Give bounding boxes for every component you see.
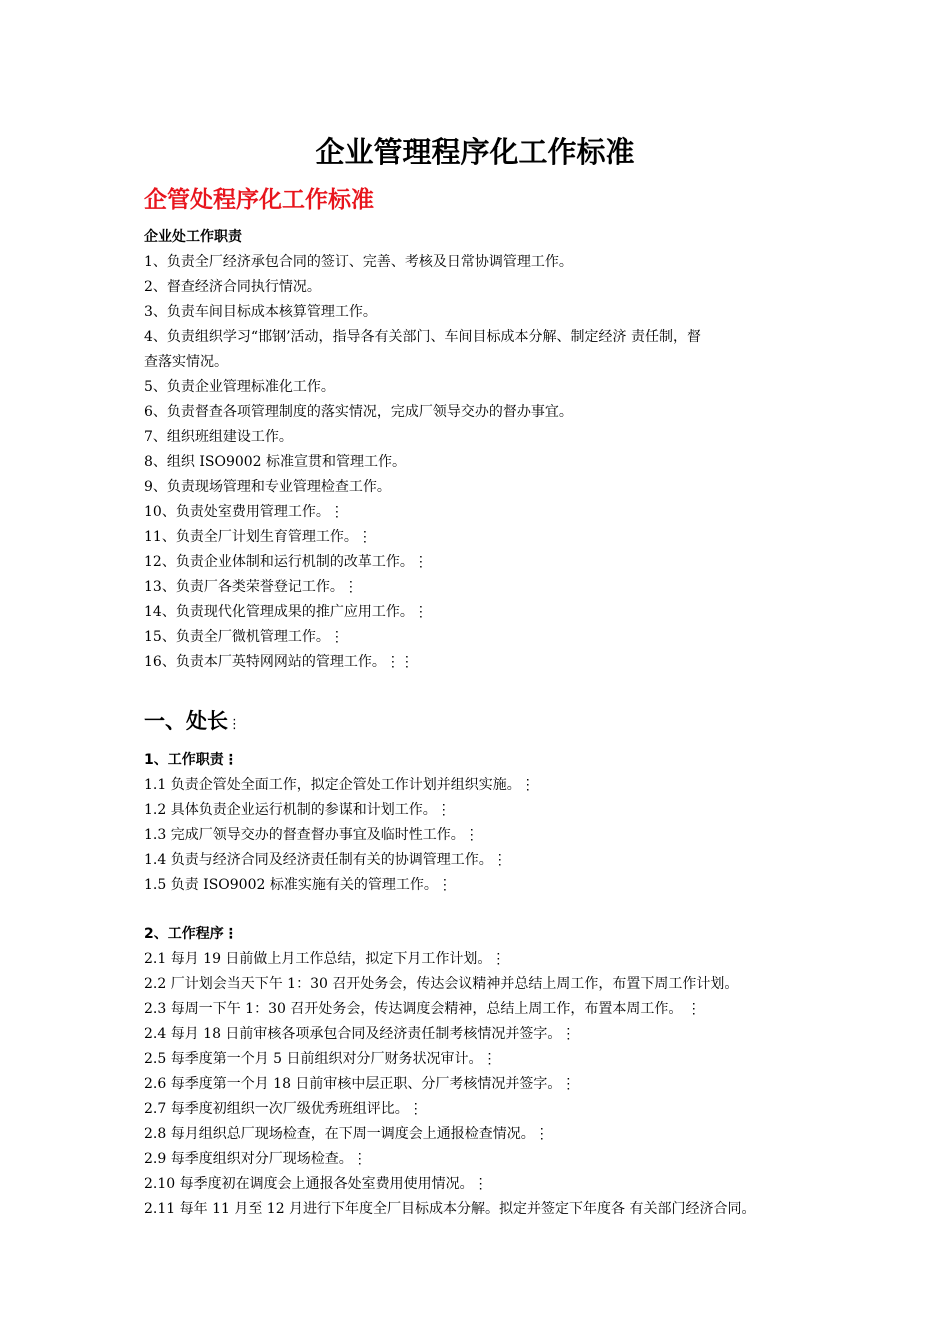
document-subtitle: 企管处程序化工作标准 <box>144 187 374 213</box>
procedure-item: 2.9 每季度组织对分厂现场检查。⋮ <box>144 1151 367 1167</box>
procedure-item: 2.11 每年 11 月至 12 月进行下年度全厂目标成本分解。拟定并签定下年度各 有关部门经济合同。 <box>144 1201 756 1217</box>
procedures-heading: 2、工作程序⋮ <box>144 926 238 942</box>
job-duty-item: 1.4 负责与经济合同及经济责任制有关的协调管理工作。⋮ <box>144 852 507 868</box>
procedure-item: 2.1 每月 19 日前做上月工作总结，拟定下月工作计划。⋮ <box>144 951 506 967</box>
procedure-item: 2.5 每季度第一个月 5 日前组织对分厂财务状况审计。⋮ <box>144 1051 497 1067</box>
duty-item: 10、负责处室费用管理工作。⋮ <box>144 504 344 520</box>
job-duty-item: 1.2 具体负责企业运行机制的参谋和计划工作。⋮ <box>144 802 451 818</box>
procedure-item: 2.10 每季度初在调度会上通报各处室费用使用情况。⋮ <box>144 1176 488 1192</box>
procedures-section <box>144 922 824 1222</box>
section-heading-suffix: ⋮ <box>228 717 241 732</box>
procedure-item: 2.3 每周一下午 1：30 召开处务会，传达调度会精神，总结上周工作，布置本周工作。 ⋮ <box>144 1001 701 1017</box>
procedure-item: 2.4 每月 18 日前审核各项承包合同及经济责任制考核情况并签字。⋮ <box>144 1026 576 1042</box>
duties-heading: 企业处工作职责 <box>144 229 242 245</box>
duty-item: 16、负责本厂英特网网站的管理工作。⋮⋮ <box>144 654 414 670</box>
duty-item: 9、负责现场管理和专业管理检查工作。 <box>144 479 391 495</box>
job-duty-item: 1.1 负责企管处全面工作，拟定企管处工作计划并组织实施。⋮ <box>144 777 535 793</box>
duty-item: 14、负责现代化管理成果的推广应用工作。⋮ <box>144 604 428 620</box>
job-duty-item: 1.3 完成厂领导交办的督查督办事宜及临时性工作。⋮ <box>144 827 479 843</box>
procedure-item: 2.2 厂计划会当天下午 1：30 召开处务会，传达会议精神并总结上周工作，布置下周工作计划。 <box>144 976 739 992</box>
section-heading-text: 一、处长 <box>144 709 228 733</box>
duty-item: 7、组织班组建设工作。 <box>144 429 293 445</box>
job-duty-item: 1.5 负责 ISO9002 标准实施有关的管理工作。⋮ <box>144 877 452 893</box>
document-title: 企业管理程序化工作标准 <box>315 135 635 169</box>
duty-item: 11、负责全厂计划生育管理工作。⋮ <box>144 529 372 545</box>
procedure-item: 2.6 每季度第一个月 18 日前审核中层正职、分厂考核情况并签字。⋮ <box>144 1076 576 1092</box>
duty-item: 4、负责组织学习“邯钢’活动，指导各有关部门、车间目标成本分解、制定经济 责任制，督 <box>144 329 701 345</box>
duty-item: 13、负责厂各类荣誉登记工作。⋮ <box>144 579 358 595</box>
duty-item: 2、督查经济合同执行情况。 <box>144 279 321 295</box>
procedure-item: 2.8 每月组织总厂现场检查，在下周一调度会上通报检查情况。⋮ <box>144 1126 549 1142</box>
procedure-item: 2.7 每季度初组织一次厂级优秀班组评比。⋮ <box>144 1101 423 1117</box>
job-duties-heading: 1、工作职责⋮ <box>144 752 238 768</box>
job-duties-section <box>144 748 824 898</box>
duty-item: 6、负责督查各项管理制度的落实情况，完成厂领导交办的督办事宜。 <box>144 404 573 420</box>
section-heading-director <box>144 705 241 741</box>
duty-item: 1、负责全厂经济承包合同的签订、完善、考核及日常协调管理工作。 <box>144 254 573 270</box>
duties-section <box>144 225 824 675</box>
duty-item: 3、负责车间目标成本核算管理工作。 <box>144 304 377 320</box>
duty-item: 12、负责企业体制和运行机制的改革工作。⋮ <box>144 554 428 570</box>
duty-item: 5、负责企业管理标准化工作。 <box>144 379 335 395</box>
duty-item: 15、负责全厂微机管理工作。⋮ <box>144 629 344 645</box>
duty-item-continuation: 查落实情况。 <box>144 354 228 370</box>
duty-item: 8、组织 ISO9002 标准宣贯和管理工作。 <box>144 454 407 470</box>
